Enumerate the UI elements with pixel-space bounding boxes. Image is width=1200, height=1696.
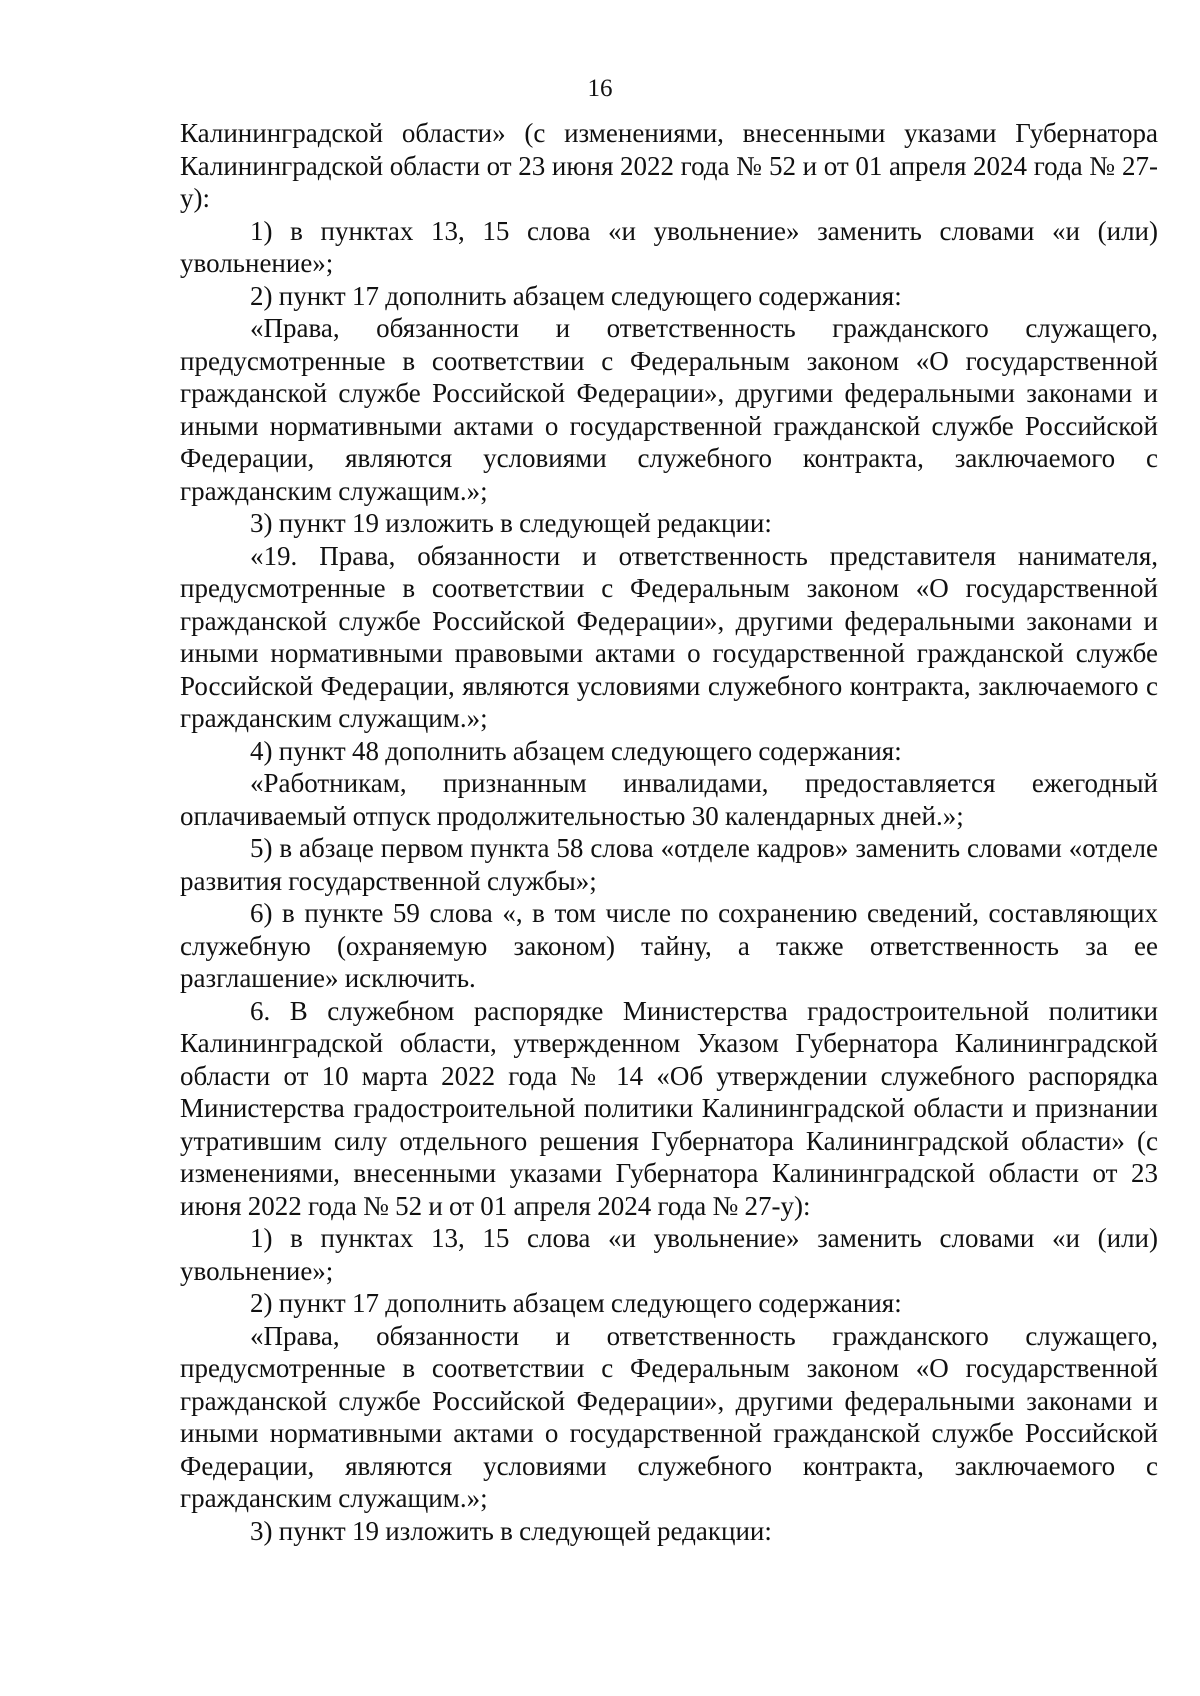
paragraph-section-6: 6. В служебном распорядке Министерства градостроительной политики Калининградской области, утвержденном Указом Губернатора Калининградской области от 10 марта 2022 года № 14 «Об утверждении служебного распорядка Министерства градостроительной политики Калининградской области и признании утратившим силу отдельного решения Губернатора Калининградской области» (с изменениями, внесенными указами Губернатора Калининградской области от 23 июня 2022 года № 52 и от 01 апреля 2024 года № 27-у): xyxy=(180,995,1158,1221)
paragraph-item-3: 3) пункт 19 изложить в следующей редакции: xyxy=(250,1515,772,1546)
paragraph-item-6: 6) в пункте 59 слова «, в том числе по сохранению сведений, составляющих служебную (охраняемую законом) тайну, а также ответственность за ее разглашение» исключить. xyxy=(180,898,1158,993)
paragraph-item-4: 4) пункт 48 дополнить абзацем следующего содержания: xyxy=(250,735,902,766)
paragraph-item-2: 2) пункт 17 дополнить абзацем следующего содержания: xyxy=(250,1288,902,1318)
paragraph-item-1: 1) в пунктах 13, 15 слова «и увольнение» заменить словами «и (или) увольнение»; xyxy=(180,1223,1158,1286)
paragraph-quote: «Работникам, признанным инвалидами, предоставляется ежегодный оплачиваемый отпуск продолжительностью 30 календарных дней.»; xyxy=(180,768,1158,831)
page-number: 16 xyxy=(587,75,613,102)
paragraph-quote: «19. Права, обязанности и ответственность представителя нанимателя, предусмотренные в соответствии с Федеральным законом «О государственной гражданской службе Российской Федерации», другими федеральными законами и иными нормативными правовыми актами о государственной гражданской службе Российской Федерации, являются условиями служебного контракта, заключаемого с гражданским служащим.»; xyxy=(180,540,1158,733)
paragraph-quote: «Права, обязанности и ответственность гражданского служащего, предусмотренные в соответствии с Федеральным законом «О государственной гражданской службе Российской Федерации», другими федеральными законами и иными нормативными актами о государственной гражданской службе Российской Федерации, являются условиями служебного контракта, заключаемого с гражданским служащим.»; xyxy=(180,313,1158,506)
document-body xyxy=(180,117,1158,1547)
paragraph-item-2: 2) пункт 17 дополнить абзацем следующего содержания: xyxy=(250,280,902,311)
paragraph-continuation: Калининградской области» (с изменениями, внесенными указами Губернатора Калининградской области от 23 июня 2022 года № 52 и от 01 апреля 2024 года № 27-у): xyxy=(180,118,1158,213)
paragraph-item-5: 5) в абзаце первом пункта 58 слова «отделе кадров» заменить словами «отделе развития государственной службы»; xyxy=(180,833,1158,896)
paragraph-quote: «Права, обязанности и ответственность гражданского служащего, предусмотренные в соответствии с Федеральным законом «О государственной гражданской службе Российской Федерации», другими федеральными законами и иными нормативными актами о государственной гражданской службе Российской Федерации, являются условиями служебного контракта, заключаемого с гражданским служащим.»; xyxy=(180,1320,1158,1513)
paragraph-item-1: 1) в пунктах 13, 15 слова «и увольнение» заменить словами «и (или) увольнение»; xyxy=(180,215,1158,278)
paragraph-item-3: 3) пункт 19 изложить в следующей редакции: xyxy=(250,508,772,538)
